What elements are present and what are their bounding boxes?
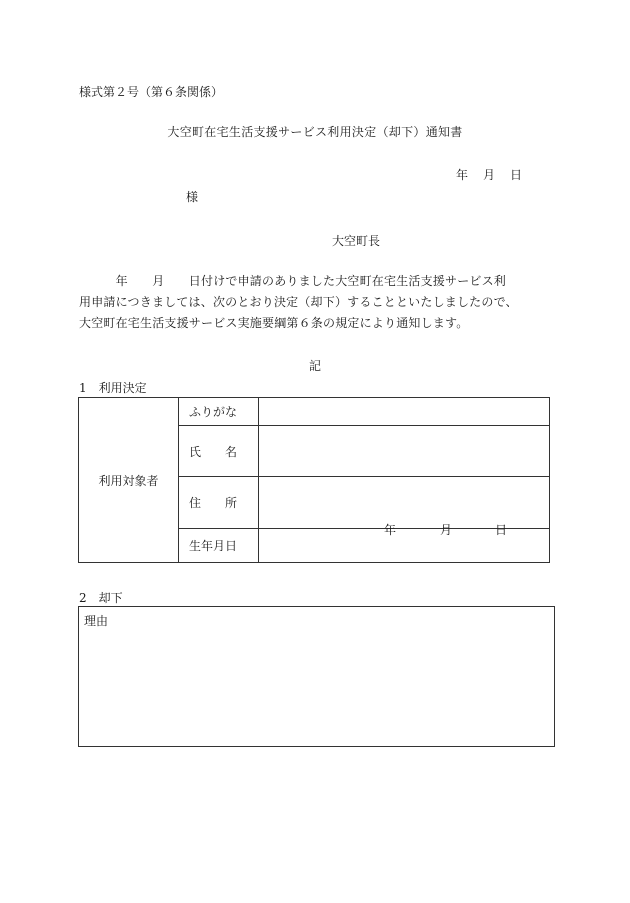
row-label-name: 氏 名 (179, 426, 259, 477)
name-field[interactable] (259, 426, 550, 477)
date-month: 月 (483, 168, 496, 182)
row-label-address: 住 所 (179, 477, 259, 529)
recipient-suffix: 様 (186, 190, 199, 204)
birthdate-field[interactable] (259, 523, 550, 563)
furigana-field[interactable] (259, 398, 550, 426)
table-row (79, 398, 550, 426)
ki-heading: 記 (308, 359, 321, 373)
sender-name: 大空町長 (332, 234, 381, 248)
date-year: 年 (456, 168, 469, 182)
section2-heading: 2 却下 (79, 591, 123, 605)
form-number: 様式第２号（第６条関係） (79, 85, 224, 99)
reason-box[interactable] (78, 606, 555, 747)
birth-day: 日 (495, 523, 508, 537)
birth-year: 年 (384, 523, 397, 537)
group-label: 利用対象者 (79, 398, 179, 563)
row-label-furigana: ふりがな (179, 398, 259, 426)
date-day: 日 (510, 168, 523, 182)
issue-date (456, 166, 522, 183)
decision-table (78, 397, 550, 563)
reason-label: 理由 (84, 614, 109, 628)
body-line-3: 大空町在宅生活支援サービス実施要綱第６条の規定により通知します。 (79, 316, 469, 330)
birth-month: 月 (440, 523, 453, 537)
section1-heading: 1 利用決定 (79, 381, 147, 395)
document-title: 大空町在宅生活支援サービス利用決定（却下）通知書 (167, 125, 463, 139)
body-paragraph (79, 271, 555, 334)
row-label-birthdate: 生年月日 (179, 529, 259, 563)
body-line-2: 用申請につきましては、次のとおり決定（却下）することといたしましたので、 (79, 295, 518, 309)
body-line-1: 年 月 日付けで申請のありました大空町在宅生活支援サービス利 (79, 274, 507, 288)
